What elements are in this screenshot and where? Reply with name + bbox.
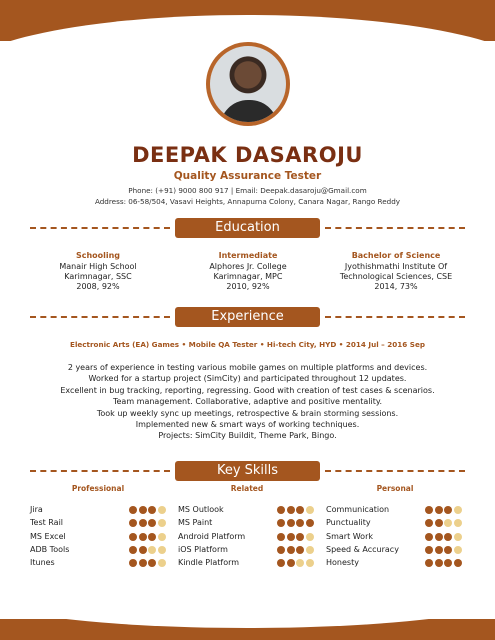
rating-dot-empty: [158, 533, 166, 541]
education-line: 2008, 92%: [76, 282, 120, 291]
rating-dot-filled: [139, 546, 147, 554]
skill-rating: [277, 518, 315, 528]
rating-dot-filled: [277, 546, 285, 554]
skill-rating: [129, 558, 167, 568]
education-bachelor: [326, 251, 466, 292]
rating-dot-filled: [425, 519, 433, 527]
rating-dot-empty: [444, 519, 452, 527]
rating-dot-filled: [444, 533, 452, 541]
rating-dot-filled: [277, 533, 285, 541]
skill-rating: [425, 518, 463, 528]
rating-dot-filled: [454, 559, 462, 567]
rating-dot-empty: [306, 506, 314, 514]
skills-section-header: [30, 461, 465, 481]
skill-name-related: MS Paint: [178, 518, 213, 528]
experience-title: Experience: [175, 307, 320, 327]
education-schooling: [28, 251, 168, 292]
rating-dot-empty: [306, 559, 314, 567]
education-title: Education: [175, 218, 320, 238]
experience-line: Projects: SimCity Buildit, Theme Park, Bingo.: [158, 431, 337, 441]
rating-dot-empty: [148, 546, 156, 554]
skill-name-professional: ADB Tools: [30, 544, 70, 554]
skill-rating: [425, 532, 463, 542]
education-line: 2010, 92%: [226, 282, 270, 291]
experience-headline: Electronic Arts (EA) Games • Mobile QA Tester • Hi-tech City, HYD • 2014 Jul – 2016 Sep: [70, 340, 425, 349]
person-name: DEEPAK DASAROJU: [132, 143, 363, 167]
education-line: Karimnagar, MPC: [213, 272, 283, 281]
rating-dot-filled: [435, 546, 443, 554]
rating-dot-filled: [139, 506, 147, 514]
skill-rating: [129, 518, 167, 528]
education-line: Karimnagar, SSC: [64, 272, 132, 281]
education-line: Alphores Jr. College: [209, 262, 287, 271]
experience-line: Implemented new & smart ways of working techniques.: [135, 420, 360, 430]
education-line: Jyothishmathi Institute Of: [344, 262, 448, 271]
rating-dot-filled: [425, 559, 433, 567]
skills-group-personal: Personal: [376, 484, 414, 493]
rating-dot-filled: [287, 559, 295, 567]
rating-dot-filled: [277, 519, 285, 527]
rating-dot-filled: [139, 533, 147, 541]
rating-dot-filled: [287, 519, 295, 527]
rating-dot-filled: [296, 519, 304, 527]
rating-dot-filled: [148, 506, 156, 514]
experience-line: Worked for a startup project (SimCity) and participated throughout 12 updates.: [88, 374, 407, 384]
experience-line: Took up weekly sync up meetings, retrospective & brain storming sessions.: [96, 408, 399, 418]
rating-dot-filled: [435, 506, 443, 514]
rating-dot-empty: [306, 546, 314, 554]
education-line: Manair High School: [59, 262, 137, 271]
education-section-header: [30, 218, 465, 238]
rating-dot-filled: [444, 559, 452, 567]
rating-dot-empty: [454, 533, 462, 541]
avatar: [210, 46, 286, 122]
rating-dot-filled: [129, 559, 137, 567]
skill-rating: [277, 545, 315, 555]
skill-name-related: Kindle Platform: [178, 558, 240, 568]
skill-name-personal: Punctuality: [326, 518, 371, 528]
skill-rating: [129, 505, 167, 515]
experience-line: 2 years of experience in testing various mobile games on multiple platforms and devices.: [67, 363, 428, 372]
skill-rating: [425, 558, 463, 568]
rating-dot-filled: [148, 559, 156, 567]
rating-dot-empty: [454, 519, 462, 527]
rating-dot-empty: [306, 533, 314, 541]
experience-line: Excellent in bug tracking, reporting, regressing. Good with creation of test cases & scenarios.: [60, 385, 435, 395]
skills-group-professional: Professional: [71, 484, 125, 493]
skill-rating: [277, 558, 315, 568]
rating-dot-filled: [277, 506, 285, 514]
rating-dot-filled: [129, 506, 137, 514]
skills-title: Key Skills: [175, 461, 320, 481]
rating-dot-filled: [296, 506, 304, 514]
skills-group-related: Related: [230, 484, 264, 493]
rating-dot-filled: [277, 559, 285, 567]
rating-dot-filled: [435, 533, 443, 541]
rating-dot-empty: [158, 519, 166, 527]
rating-dot-filled: [425, 533, 433, 541]
experience-details: [0, 362, 495, 442]
experience-line: Team management. Collaborative, adaptive and positive mentality.: [112, 397, 383, 407]
job-title: Quality Assurance Tester: [173, 170, 322, 182]
rating-dot-empty: [454, 546, 462, 554]
skill-rating: [425, 505, 463, 515]
skill-name-professional: MS Excel: [30, 531, 66, 541]
rating-dot-filled: [287, 546, 295, 554]
rating-dot-filled: [129, 546, 137, 554]
skill-rating: [129, 545, 167, 555]
rating-dot-filled: [139, 559, 147, 567]
rating-dot-filled: [296, 546, 304, 554]
rating-dot-filled: [425, 546, 433, 554]
skill-name-professional: Itunes: [30, 558, 55, 568]
skill-name-personal: Honesty: [326, 558, 359, 568]
rating-dot-empty: [454, 506, 462, 514]
rating-dot-filled: [287, 506, 295, 514]
rating-dot-filled: [148, 533, 156, 541]
skill-rating: [277, 532, 315, 542]
skill-name-related: iOS Platform: [178, 544, 228, 554]
education-heading: Schooling: [75, 251, 121, 260]
contact-phone-email: Phone: (+91) 9000 800 917 | Email: Deepak.dasaroju@Gmail.com: [128, 186, 367, 195]
rating-dot-filled: [435, 559, 443, 567]
skill-rating: [277, 505, 315, 515]
rating-dot-empty: [158, 546, 166, 554]
rating-dot-empty: [158, 559, 166, 567]
rating-dot-filled: [139, 519, 147, 527]
skill-name-related: MS Outlook: [178, 505, 224, 514]
education-line: 2014, 73%: [374, 282, 418, 291]
rating-dot-empty: [296, 559, 304, 567]
rating-dot-empty: [158, 506, 166, 514]
skill-name-personal: Smart Work: [326, 531, 373, 541]
education-line: Technological Sciences, CSE: [339, 272, 453, 281]
education-heading: Bachelor of Science: [351, 251, 441, 260]
skill-name-personal: Communication: [326, 505, 390, 514]
rating-dot-filled: [148, 519, 156, 527]
rating-dot-filled: [129, 533, 137, 541]
skill-name-professional: Jira: [30, 505, 43, 514]
education-heading: Intermediate: [218, 251, 278, 260]
experience-section-header: [30, 307, 465, 327]
rating-dot-filled: [129, 519, 137, 527]
profile-photo: [206, 42, 290, 126]
rating-dot-filled: [287, 533, 295, 541]
education-intermediate: [178, 251, 318, 292]
skill-name-professional: Test Rail: [30, 518, 64, 528]
rating-dot-filled: [306, 519, 314, 527]
rating-dot-filled: [444, 506, 452, 514]
skill-rating: [425, 545, 463, 555]
rating-dot-filled: [296, 533, 304, 541]
contact-address: Address: 06-58/504, Vasavi Heights, Annapurna Colony, Canara Nagar, Rango Reddy: [94, 197, 401, 206]
skill-name-related: Android Platform: [178, 531, 246, 541]
skill-rating: [129, 532, 167, 542]
skill-name-personal: Speed & Accuracy: [326, 544, 399, 554]
rating-dot-filled: [435, 519, 443, 527]
rating-dot-filled: [425, 506, 433, 514]
rating-dot-filled: [444, 546, 452, 554]
